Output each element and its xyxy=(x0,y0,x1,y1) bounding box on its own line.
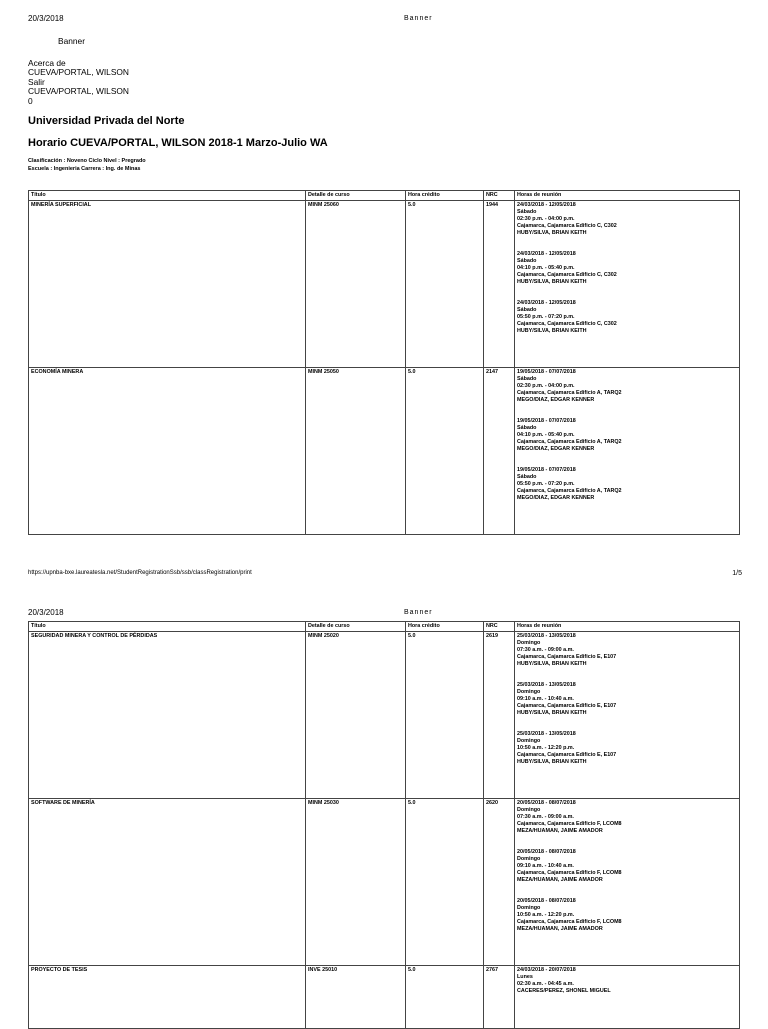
meeting-block xyxy=(517,369,737,404)
footer-url: https://upnba-bxe.laureatesla.net/StudentRegistrationSsb/ssb/classRegistration/print xyxy=(28,570,252,576)
meeting-dates: 20/05/2018 - 08/07/2018 xyxy=(517,849,576,855)
meeting-instructor: HUBY/SILVA, BRIAN KEITH xyxy=(517,661,587,667)
meeting-day: Domingo xyxy=(517,856,541,862)
table-header-row-2 xyxy=(29,622,740,632)
meeting-time: 04:10 p.m. - 05:40 p.m. xyxy=(517,265,575,271)
meeting-times xyxy=(515,201,740,368)
meeting-day: Sábado xyxy=(517,376,537,382)
print-header-title: Banner xyxy=(404,15,433,22)
meeting-times xyxy=(515,966,740,1029)
course-detail: MINM 25020 xyxy=(306,632,406,799)
table-header-row xyxy=(29,191,740,201)
meeting-dates: 24/03/2018 - 12/05/2018 xyxy=(517,300,576,306)
university-name: Universidad Privada del Norte xyxy=(28,115,185,127)
course-detail: MINM 25030 xyxy=(306,799,406,966)
course-nrc: 2767 xyxy=(484,966,515,1029)
col-meetings-2: Horas de reunión xyxy=(515,622,740,632)
col-meetings: Horas de reunión xyxy=(515,191,740,201)
meeting-block xyxy=(517,967,737,995)
table-row xyxy=(29,799,740,966)
meeting-instructor: HUBY/SILVA, BRIAN KEITH xyxy=(517,328,587,334)
table-row xyxy=(29,368,740,535)
meeting-block xyxy=(517,800,737,835)
course-detail: MINM 25060 xyxy=(306,201,406,368)
meeting-instructor: MEGO/DIAZ, EDGAR KENNER xyxy=(517,446,595,452)
meeting-time: 04:10 p.m. - 05:40 p.m. xyxy=(517,432,575,438)
meeting-block xyxy=(517,633,737,668)
meeting-time: 10:50 a.m. - 12:20 p.m. xyxy=(517,912,575,918)
meeting-place: Cajamarca, Cajamarca Edificio F, LCOM8 xyxy=(517,919,622,925)
meeting-day: Sábado xyxy=(517,425,537,431)
meeting-place: Cajamarca, Cajamarca Edificio E, E107 xyxy=(517,703,617,709)
table-row xyxy=(29,966,740,1029)
course-detail: INVE 25010 xyxy=(306,966,406,1029)
meeting-time: 05:50 p.m. - 07:20 p.m. xyxy=(517,314,575,320)
banner-nav xyxy=(28,37,129,106)
course-title: PROYECTO DE TESIS xyxy=(29,966,306,1029)
meeting-day: Domingo xyxy=(517,905,541,911)
meeting-day: Sábado xyxy=(517,258,537,264)
user-name-2: CUEVA/PORTAL, WILSON xyxy=(28,86,129,96)
course-nrc: 1944 xyxy=(484,201,515,368)
meeting-place: Cajamarca, Cajamarca Edificio C, C302 xyxy=(517,223,617,229)
meeting-block xyxy=(517,731,737,766)
meeting-time: 02:30 p.m. - 04:00 p.m. xyxy=(517,383,575,389)
meeting-place: Cajamarca, Cajamarca Edificio C, C302 xyxy=(517,272,617,278)
meeting-block xyxy=(517,251,737,286)
meeting-instructor: HUBY/SILVA, BRIAN KEITH xyxy=(517,279,587,285)
meeting-times xyxy=(515,368,740,535)
course-credits: 5.0 xyxy=(406,632,484,799)
col-credits: Hora crédito xyxy=(406,191,484,201)
meeting-dates: 25/03/2018 - 13/05/2018 xyxy=(517,633,576,639)
meeting-times xyxy=(515,632,740,799)
meeting-dates: 20/05/2018 - 08/07/2018 xyxy=(517,800,576,806)
meeting-block xyxy=(517,898,737,933)
meeting-instructor: MEZA/HUAMAN, JAIME AMADOR xyxy=(517,877,603,883)
meeting-place: Cajamarca, Cajamarca Edificio A, TARQ2 xyxy=(517,488,622,494)
meeting-place: Cajamarca, Cajamarca Edificio E, E107 xyxy=(517,752,617,758)
meeting-dates: 19/05/2018 - 07/07/2018 xyxy=(517,369,576,375)
meeting-day: Sábado xyxy=(517,474,537,480)
meeting-instructor: MEZA/HUAMAN, JAIME AMADOR xyxy=(517,926,603,932)
schedule-table-2 xyxy=(28,621,740,1029)
meeting-instructor: HUBY/SILVA, BRIAN KEITH xyxy=(517,710,587,716)
meeting-dates: 24/03/2018 - 12/05/2018 xyxy=(517,251,576,257)
meeting-dates: 24/03/2018 - 12/05/2018 xyxy=(517,202,576,208)
col-nrc-2: NRC xyxy=(484,622,515,632)
schedule-title: Horario CUEVA/PORTAL, WILSON 2018-1 Marzo-Julio WA xyxy=(28,137,328,149)
meeting-time: 02:30 p.m. - 04:00 p.m. xyxy=(517,216,575,222)
meeting-day: Sábado xyxy=(517,209,537,215)
course-title: SOFTWARE DE MINERÍA xyxy=(29,799,306,966)
course-title: SEGURIDAD MINERA Y CONTROL DE PÉRDIDAS xyxy=(29,632,306,799)
meeting-place: Cajamarca, Cajamarca Edificio E, E107 xyxy=(517,654,617,660)
table-row xyxy=(29,632,740,799)
school-line: Escuela : Ingenieria Carrera : Ing. de Minas xyxy=(28,166,141,172)
course-detail: MINM 25050 xyxy=(306,368,406,535)
logout-link[interactable]: Salir xyxy=(28,76,45,87)
table-row xyxy=(29,201,740,368)
col-credits-2: Hora crédito xyxy=(406,622,484,632)
meeting-time: 02:30 a.m. - 04:45 a.m. xyxy=(517,981,574,987)
course-credits: 5.0 xyxy=(406,966,484,1029)
meeting-block xyxy=(517,849,737,884)
meeting-place: Cajamarca, Cajamarca Edificio A, TARQ2 xyxy=(517,439,622,445)
course-credits: 5.0 xyxy=(406,799,484,966)
student-meta xyxy=(28,157,146,173)
meeting-place: Cajamarca, Cajamarca Edificio F, LCOM8 xyxy=(517,870,622,876)
col-nrc: NRC xyxy=(484,191,515,201)
meeting-block xyxy=(517,418,737,453)
meeting-time: 10:50 a.m. - 12:20 p.m. xyxy=(517,745,575,751)
meeting-dates: 20/05/2018 - 08/07/2018 xyxy=(517,898,576,904)
banner-link[interactable]: Banner xyxy=(58,36,86,46)
meeting-block xyxy=(517,300,737,335)
meeting-place: Cajamarca, Cajamarca Edificio C, C302 xyxy=(517,321,617,327)
page-number: 1/5 xyxy=(732,570,742,577)
meeting-block xyxy=(517,682,737,717)
user-name: CUEVA/PORTAL, WILSON xyxy=(28,67,129,77)
meeting-day: Domingo xyxy=(517,689,541,695)
meeting-day: Sábado xyxy=(517,307,537,313)
classification-line: Clasificación : Noveno Ciclo Nivel : Pregrado xyxy=(28,158,146,164)
meeting-day: Domingo xyxy=(517,640,541,646)
course-title: MINERÍA SUPERFICIAL xyxy=(29,201,306,368)
print-date: 20/3/2018 xyxy=(28,14,64,23)
meeting-time: 07:30 a.m. - 09:00 a.m. xyxy=(517,814,574,820)
meeting-instructor: MEZA/HUAMAN, JAIME AMADOR xyxy=(517,828,603,834)
meeting-dates: 19/05/2018 - 07/07/2018 xyxy=(517,467,576,473)
meeting-instructor: HUBY/SILVA, BRIAN KEITH xyxy=(517,230,587,236)
print-header-title-2: Banner xyxy=(404,609,433,616)
counter-value: 0 xyxy=(28,95,33,106)
meeting-dates: 24/03/2018 - 20/07/2018 xyxy=(517,967,576,973)
meeting-block xyxy=(517,467,737,502)
meeting-instructor: HUBY/SILVA, BRIAN KEITH xyxy=(517,759,587,765)
meeting-time: 07:30 a.m. - 09:00 a.m. xyxy=(517,647,574,653)
meeting-day: Domingo xyxy=(517,807,541,813)
meeting-day: Domingo xyxy=(517,738,541,744)
course-nrc: 2619 xyxy=(484,632,515,799)
meeting-place: Cajamarca, Cajamarca Edificio F, LCOM8 xyxy=(517,821,622,827)
col-title: Título xyxy=(29,191,306,201)
col-title-2: Título xyxy=(29,622,306,632)
meeting-instructor: MEGO/DIAZ, EDGAR KENNER xyxy=(517,495,595,501)
col-detail-2: Detalle de curso xyxy=(306,622,406,632)
meeting-dates: 19/05/2018 - 07/07/2018 xyxy=(517,418,576,424)
meeting-block xyxy=(517,202,737,237)
meeting-time: 09:10 a.m. - 10:40 a.m. xyxy=(517,696,574,702)
course-credits: 5.0 xyxy=(406,201,484,368)
schedule-table xyxy=(28,190,740,535)
about-link[interactable]: Acerca de xyxy=(28,57,66,68)
meeting-day: Lunes xyxy=(517,974,533,980)
course-nrc: 2147 xyxy=(484,368,515,535)
print-date-2: 20/3/2018 xyxy=(28,608,64,617)
meeting-times xyxy=(515,799,740,966)
meeting-instructor: MEGO/DIAZ, EDGAR KENNER xyxy=(517,397,595,403)
meeting-dates: 25/03/2018 - 13/05/2018 xyxy=(517,731,576,737)
course-credits: 5.0 xyxy=(406,368,484,535)
course-nrc: 2620 xyxy=(484,799,515,966)
meeting-time: 09:10 a.m. - 10:40 a.m. xyxy=(517,863,574,869)
meeting-dates: 25/03/2018 - 13/05/2018 xyxy=(517,682,576,688)
course-title: ECONOMÍA MINERA xyxy=(29,368,306,535)
meeting-time: 05:50 p.m. - 07:20 p.m. xyxy=(517,481,575,487)
meeting-instructor: CACERES/PEREZ, SHONEL MIGUEL xyxy=(517,988,611,994)
col-detail: Detalle de curso xyxy=(306,191,406,201)
meeting-place: Cajamarca, Cajamarca Edificio A, TARQ2 xyxy=(517,390,622,396)
